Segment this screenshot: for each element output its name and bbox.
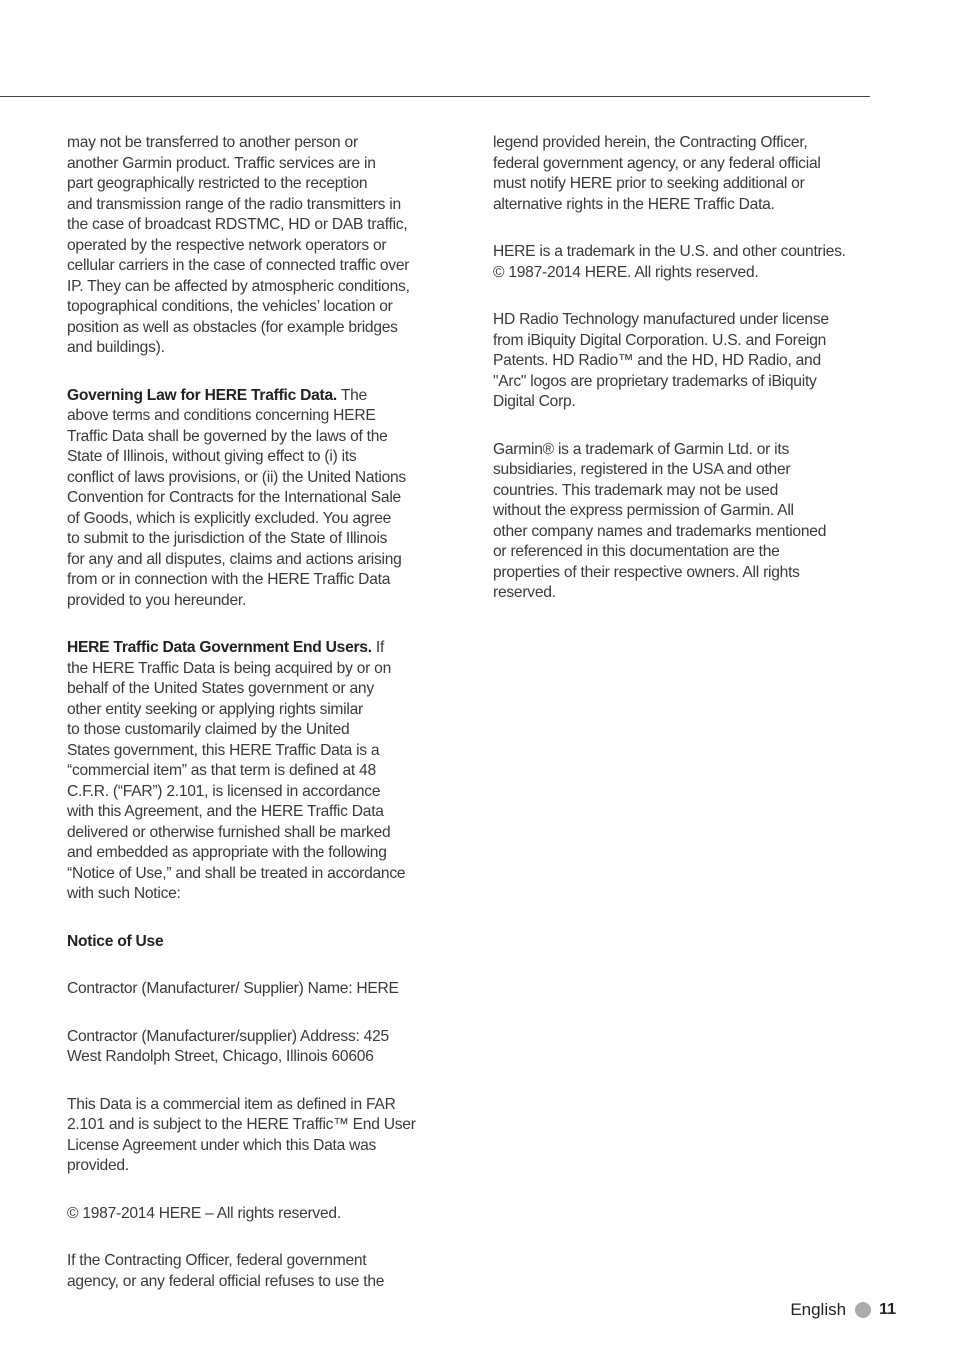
paragraph-here-trademark: HERE is a trademark in the U.S. and other countries. © 1987-2014 HERE. All rights reserved. — [493, 243, 846, 281]
paragraph-traffic-services: may not be transferred to another person or another Garmin product. Traffic services are in part geographically restricted to the reception and transmission range of the radio transmitters in the case of broadcast RDSTMC, HD or DAB traffic, operated by the respective network operators or cellular carriers in the case of connected traffic over IP. They can be affected by atmospheric conditions, topographical conditions, the vehicles’ location or position as well as obstacles (for example bridges and buildings). — [67, 134, 410, 356]
government-end-users-heading: HERE Traffic Data Government End Users. — [67, 639, 372, 656]
paragraph-contractor-address: Contractor (Manufacturer/supplier) Address: 425 West Randolph Street, Chicago, Illinois 60606 — [67, 1027, 389, 1065]
governing-law-heading: Governing Law for HERE Traffic Data. — [67, 386, 338, 404]
footer-language: English — [790, 1300, 847, 1319]
government-end-users-body: If the HERE Traffic Data is being acquired by or on behalf of the United States government or any other entity seeking or applying rights similar to those customarily claimed by the United States government, this HERE Traffic Data is a “commercial item” as that term is defined at 48 C.F.R. (“FAR”) 2.101, is licensed in accordance with this Agreement, and the HERE Traffic Data delivered or otherwise furnished shall be marked and embedded as appropriate with the following “Notice of Use,” and shall be treated in accordance with such Notice: — [67, 639, 406, 902]
paragraph-hd-radio: HD Radio Technology manufactured under license from iBiquity Digital Corporation. U.S. and Foreign Patents. HD Radio™ and the HD, HD Radio, and "Arc" logos are proprietary trademarks of iBiquity Digital Corp. — [493, 311, 829, 410]
paragraph-governing-law — [67, 386, 445, 612]
left-column — [67, 133, 445, 1319]
paragraph-copyright-here: © 1987-2014 HERE – All rights reserved. — [67, 1204, 341, 1222]
footer-dot-icon — [855, 1302, 871, 1318]
paragraph-contracting-officer: If the Contracting Officer, federal government agency, or any federal official refuses to use the — [67, 1252, 385, 1290]
page-number: 11 — [879, 1301, 896, 1318]
page-footer — [790, 1300, 896, 1320]
paragraph-government-end-users — [67, 638, 445, 905]
paragraph-garmin-trademark: Garmin® is a trademark of Garmin Ltd. or its subsidiaries, registered in the USA and other countries. This trademark may not be used without the express permission of Garmin. All other company names and trademarks mentioned or referenced in this documentation are the properties of their respective owners. All rights reserved. — [493, 440, 827, 601]
notice-of-use-heading: Notice of Use — [67, 932, 164, 950]
top-rule — [0, 96, 870, 97]
paragraph-commercial-item: This Data is a commercial item as defined in FAR 2.101 and is subject to the HERE Traffic™ End User License Agreement under which this Data was provided. — [67, 1095, 416, 1174]
paragraph-legend: legend provided herein, the Contracting Officer, federal government agency, or any federal official must notify HERE prior to seeking additional or alternative rights in the HERE Traffic Data. — [493, 134, 821, 213]
right-column — [493, 133, 869, 631]
paragraph-contractor-name: Contractor (Manufacturer/ Supplier) Name: HERE — [67, 980, 399, 997]
governing-law-body: The above terms and conditions concerning HERE Traffic Data shall be governed by the laws of the State of Illinois, without giving effect to (i) its conflict of laws provisions, or (ii) the United Nations Convention for Contracts for the International Sale of Goods, which is explicitly excluded. You agree to submit to the jurisdiction of the State of Illinois for any and all disputes, claims and actions arising from or in connection with the HERE Traffic Data provided to you hereunder. — [67, 386, 406, 609]
